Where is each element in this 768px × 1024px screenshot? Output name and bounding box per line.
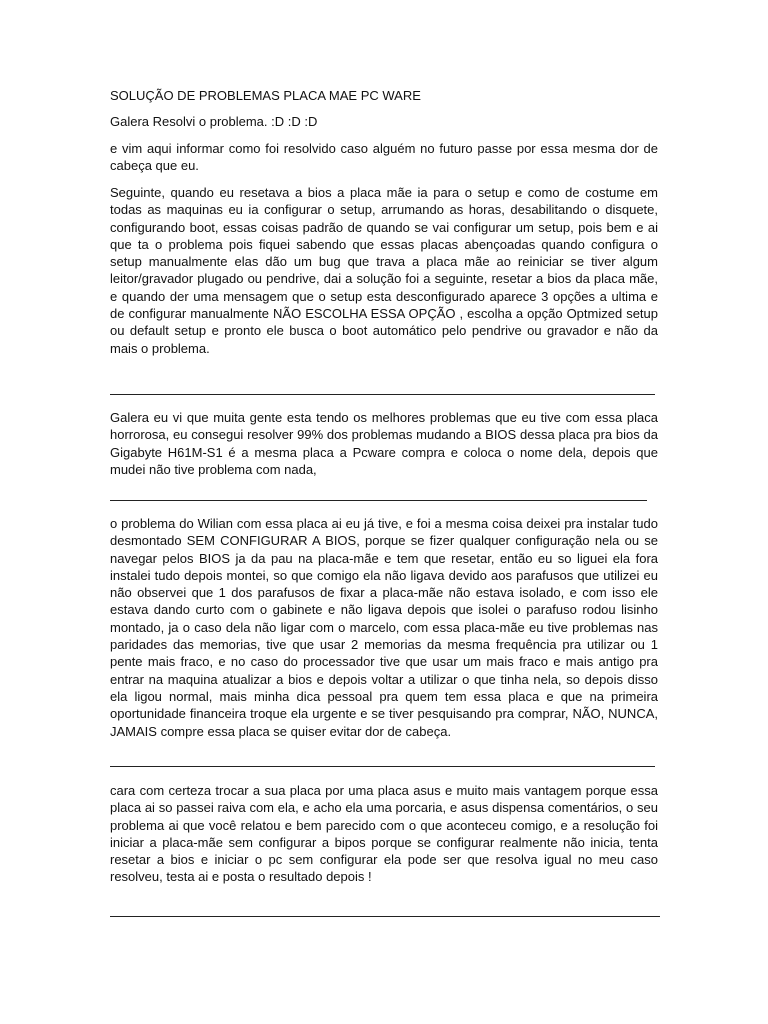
separator-line bbox=[110, 500, 647, 501]
separator-line bbox=[110, 766, 655, 767]
comment-paragraph-2: o problema do Wilian com essa placa ai eu já tive, e foi a mesma coisa deixei pra instalar tudo desmontado SEM CONFIGURAR A BIOS, porque se fizer qualquer configuração nela ou se navegar pelos BIOS ja da pau na placa-mãe e tem que resetar, então eu so liguei ela fora instalei tudo depois montei, so que comigo ela não ligava devido aos parafusos que utilizei eu não observei que 1 dos parafusos de fixar a placa-mãe não estava isolado, e com isso ele estava dando curto com o gabinete e não ligava depois que isolei o parafuso rodou lisinho montado, ja o caso dela não ligar com o marcelo, com essa placa-mãe eu tive problemas nas paridades das memorias, tive que usar 2 memorias da mesma frequência pra utilizar ou 1 pente mais fraco, e no caso do processador tive que usar um mais fraco e mais antigo pra entrar na maquina atualizar a bios e depois voltar a utilizar o que tinha nela, so depois disso ela ligou normal, mais minha dica pessoal pra quem tem essa placa e que na primeira oportunidade financeira troque ela urgente e se tiver pesquisando pra comprar, NÃO, NUNCA, JAMAIS compre essa placa se quiser evitar dor de cabeça. bbox=[110, 516, 658, 739]
greeting-line: Galera Resolvi o problema. :D :D :D bbox=[110, 114, 318, 129]
intro-paragraph: e vim aqui informar como foi resolvido caso alguém no futuro passe por essa mesma dor de cabeça que eu. bbox=[110, 141, 658, 174]
comment-paragraph-1: Galera eu vi que muita gente esta tendo os melhores problemas que eu tive com essa placa horrorosa, eu consegui resolver 99% dos problemas mudando a BIOS dessa placa pra bios da Gigabyte H61M-S1 é a mesma placa a Pcware compra e coloca o nome dela, depois que mudei não tive problema com nada, bbox=[110, 410, 658, 477]
comment-paragraph-3: cara com certeza trocar a sua placa por uma placa asus e muito mais vantagem porque essa placa ai so passei raiva com ela, e acho ela uma porcaria, e asus dispensa comentários, o seu problema ai que você relatou e bem parecido com o que aconteceu comigo, e a resolução foi iniciar a placa-mãe sem configurar a bipos porque se configurar realmente não inicia, tenta resetar a bios e iniciar o pc sem configurar ela pode ser que resolva igual no meu caso resolveu, testa ai e posta o resultado depois ! bbox=[110, 783, 658, 885]
separator-line bbox=[110, 394, 655, 395]
document-title: SOLUÇÃO DE PROBLEMAS PLACA MAE PC WARE bbox=[110, 88, 421, 103]
solution-paragraph: Seguinte, quando eu resetava a bios a placa mãe ia para o setup e como de costume em todas as maquinas eu ia configurar o setup, arrumando as horas, desabilitando o disquete, configurando boot, essas coisas padrão de quando se vai configurar um setup, pois bem e ai que ta o problema pois fiquei sabendo que essas placas abençoadas quando configura o setup manualmente elas dão um bug que trava a placa mãe ao reiniciar se tiver algum leitor/gravador plugado ou pendrive, dai a solução foi a seguinte, resetar a bios da placa mãe, e quando der uma mensagem que o setup esta desconfigurado aparece 3 opções a ultima e de configurar manualmente NÃO ESCOLHA ESSA OPÇÃO , escolha a opção Optmized setup ou default setup e pronto ele busca o boot automático pelo pendrive ou gravador e não da mais o problema. bbox=[110, 185, 658, 356]
end-rule bbox=[110, 916, 660, 917]
